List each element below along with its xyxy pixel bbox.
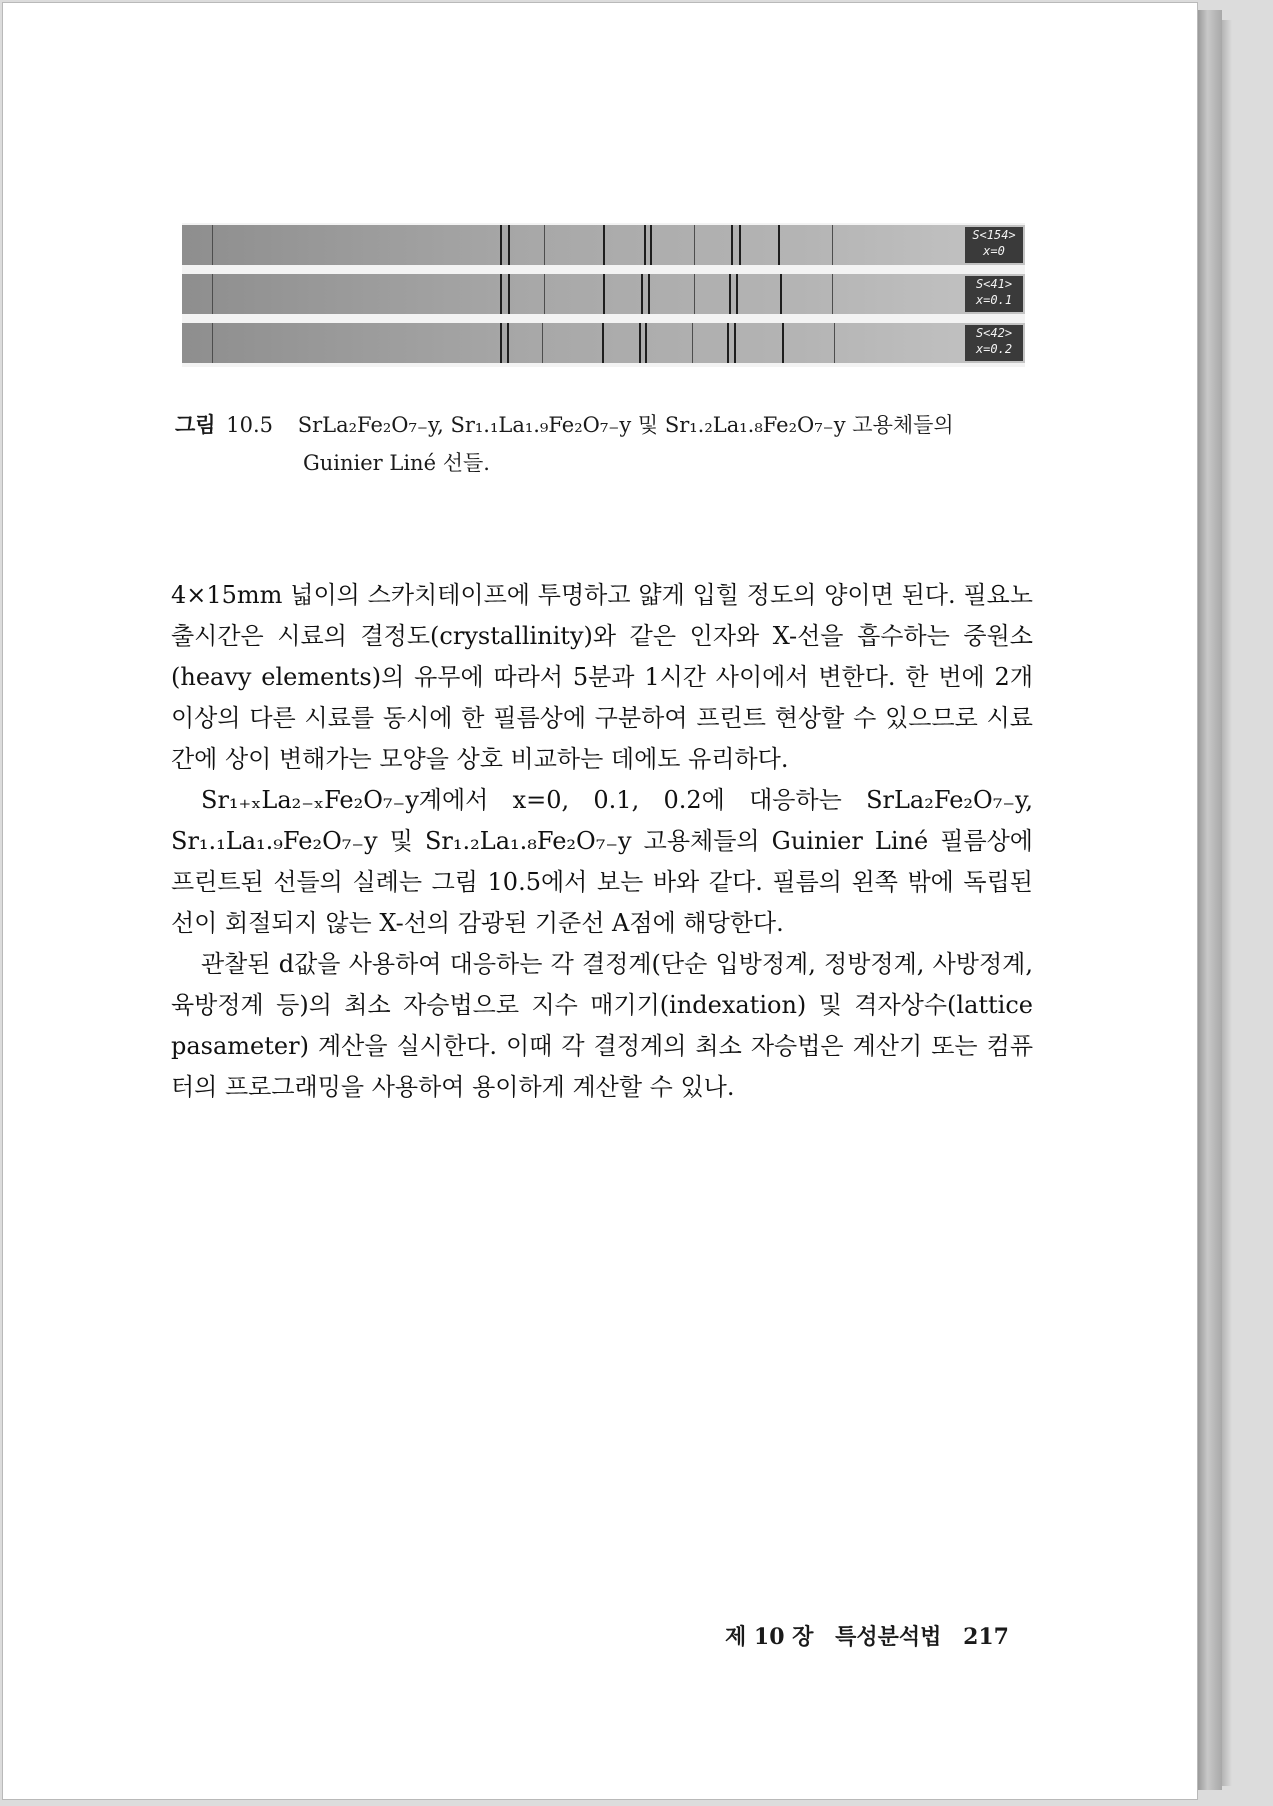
film-strip-3	[182, 323, 1025, 363]
strip-label-2: S<41> x=0.1	[965, 276, 1023, 312]
strip-label-1: S<154> x=0	[965, 227, 1023, 263]
caption-text-line-1: SrLa₂Fe₂O₇₋y, Sr₁.₁La₁.₉Fe₂O₇₋y 및 Sr₁.₂La₁.₈Fe₂O₇₋y 고용체들의	[297, 413, 954, 437]
film-strip-1	[182, 225, 1025, 265]
strip-label-3: S<42> x=0.2	[965, 325, 1023, 361]
caption-figure-number: 10.5	[226, 413, 274, 437]
chapter-title: 특성분석법	[835, 1624, 942, 1650]
film-strip-2	[182, 274, 1025, 314]
page-footer	[725, 1620, 1009, 1651]
page-edge	[1198, 10, 1222, 1790]
caption-line-1	[175, 406, 1035, 444]
chapter-label: 제 10 장	[725, 1624, 814, 1650]
caption-figure-label: 그림	[175, 413, 216, 437]
body-text	[171, 575, 1033, 1108]
page-edge-shadow	[1222, 20, 1232, 1786]
caption-text-line-2: Guinier Liné 선들.	[303, 451, 490, 475]
figure-caption	[175, 406, 1035, 482]
paragraph-3: 관찰된 d값을 사용하여 대응하는 각 결정계(단순 입방정계, 정방정계, 사방정계, 육방정계 등)의 최소 자승법으로 지수 매기기(indexation) 및 격자상수(lattice pasameter) 계산을 실시한다. 이때 각 결정계의 최소 자승법은 계산기 또는 컴퓨터의 프로그래밍을 사용하여 용이하게 계산할 수 있나.	[171, 950, 1033, 1101]
guinier-film-figure	[182, 223, 1025, 367]
paragraph-2: Sr₁₊ₓLa₂₋ₓFe₂O₇₋y계에서 x=0, 0.1, 0.2에 대응하는 SrLa₂Fe₂O₇₋y, Sr₁.₁La₁.₉Fe₂O₇₋y 및 Sr₁.₂La₁.₈Fe₂O₇₋y 고용체들의 Guinier Liné 필름상에 프린트된 선들의 실례는 그림 10.5에서 보는 바와 같다. 필름의 왼쪽 밖에 독립된 선이 회절되지 않는 X-선의 감광된 기준선 A점에 해당한다.	[171, 786, 1033, 937]
book-page	[2, 2, 1198, 1800]
paragraph-1: 4×15mm 넓이의 스카치테이프에 투명하고 얇게 입힐 정도의 양이면 된다. 필요노출시간은 시료의 결정도(crystallinity)와 같은 인자와 X-선을 흡수하는 중원소(heavy elements)의 유무에 따라서 5분과 1시간 사이에서 변한다. 한 번에 2개 이상의 다른 시료를 동시에 한 필름상에 구분하여 프린트 현상할 수 있으므로 시료간에 상이 변해가는 모양을 상호 비교하는 데에도 유리하다.	[171, 581, 1033, 773]
page-number: 217	[963, 1624, 1009, 1650]
